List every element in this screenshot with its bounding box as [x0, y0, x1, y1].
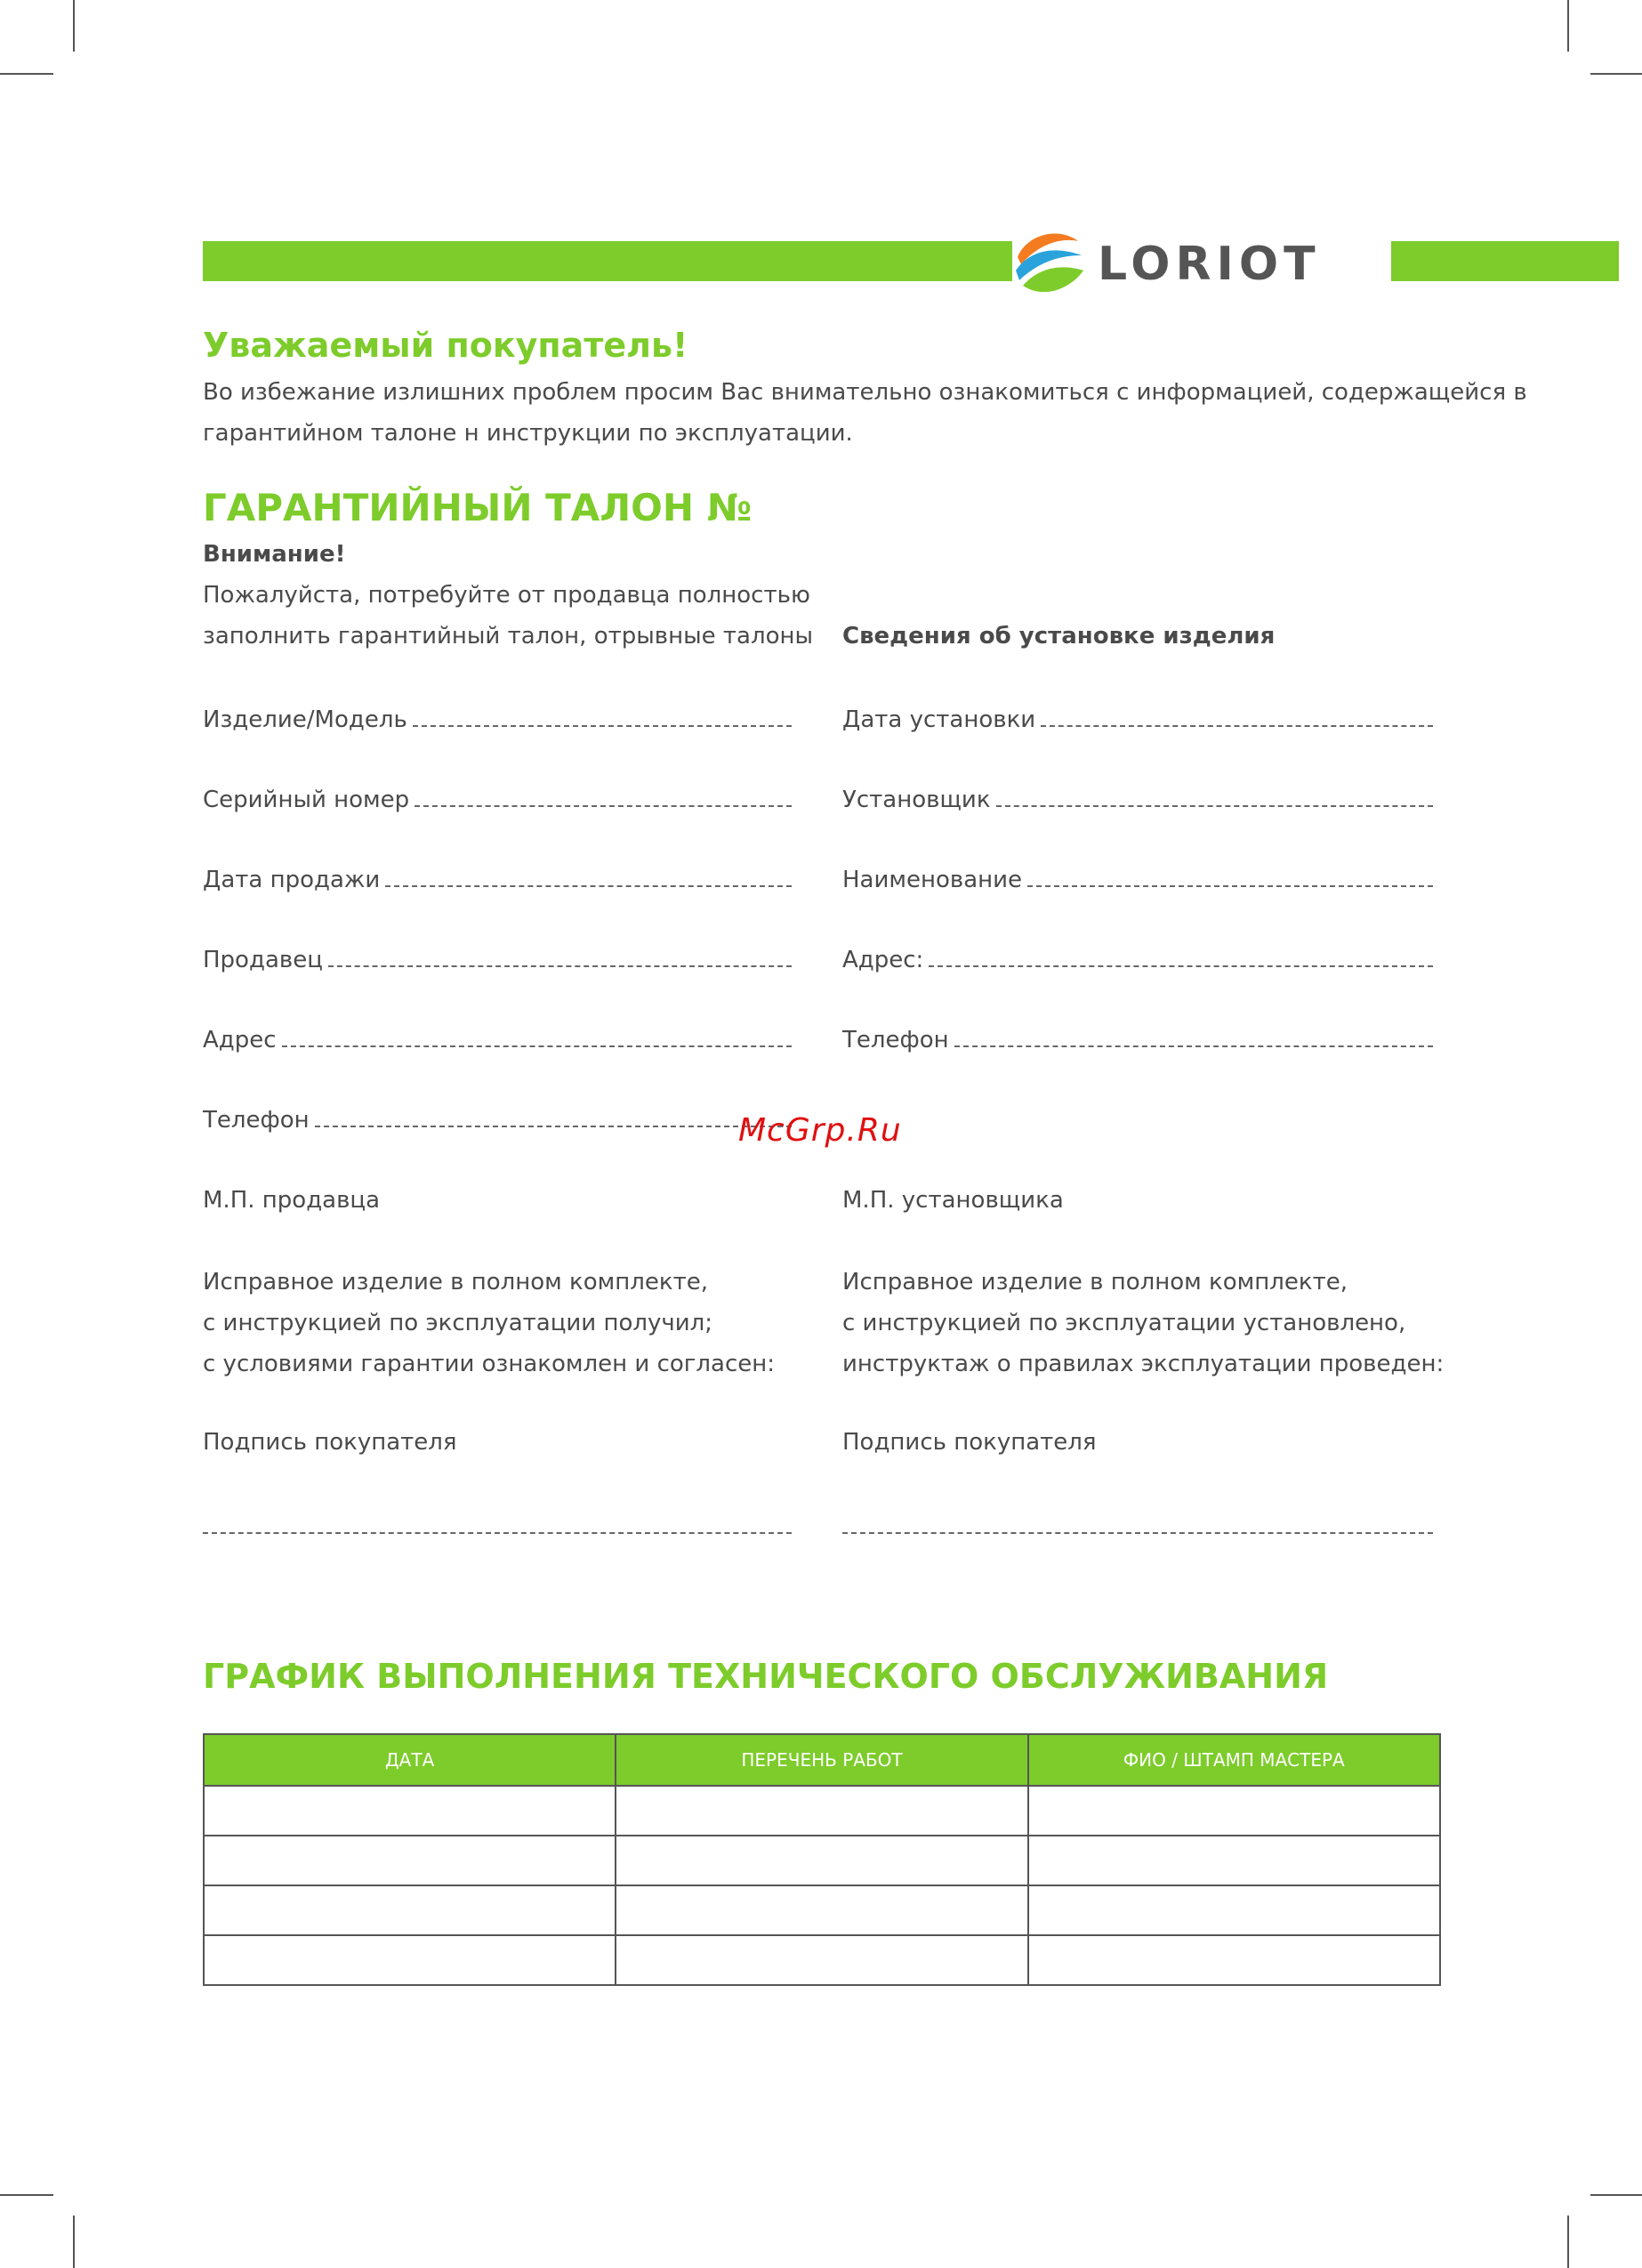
table-cell[interactable] [204, 1935, 616, 1985]
greeting-title: Уважаемый покупатель! [203, 326, 688, 365]
warranty-title: ГАРАНТИЙНЫЙ ТАЛОН № [203, 486, 753, 529]
field-label: Наименование [842, 867, 1023, 893]
schedule-title: ГРАФИК ВЫПОЛНЕНИЯ ТЕХНИЧЕСКОГО ОБСЛУЖИВАНИЯ [203, 1657, 1329, 1696]
schedule-table [203, 1733, 1441, 1986]
crop-mark [73, 0, 75, 52]
fill-line [385, 885, 792, 887]
fill-line [996, 805, 1433, 807]
field-label: Установщик [842, 787, 991, 813]
seal-seller: М.П. продавца [203, 1187, 381, 1214]
greeting-line-2: гарантийном талоне н инструкции по эксплуатации. [203, 420, 853, 447]
field-install-date[interactable] [842, 698, 1433, 733]
field-product-model[interactable] [203, 698, 792, 733]
field-label: Дата установки [842, 706, 1036, 733]
table-cell[interactable] [1028, 1786, 1440, 1836]
fill-line [1027, 885, 1433, 887]
confirm-right-line-1: Исправное изделие в полном комплекте, [842, 1269, 1348, 1295]
brand-wordmark: LORIOT [1098, 238, 1321, 291]
column-header-works: ПЕРЕЧЕНЬ РАБОТ [616, 1734, 1027, 1786]
crop-mark [1567, 2216, 1569, 2268]
field-sale-date[interactable] [203, 858, 792, 893]
table-cell[interactable] [616, 1836, 1027, 1885]
fill-line [315, 1126, 792, 1127]
table-cell[interactable] [1028, 1885, 1440, 1935]
table-cell[interactable] [1028, 1836, 1440, 1885]
greeting-line-1: Во избежание излишних проблем просим Вас внимательно ознакомиться с информацией, содержащейся в [203, 379, 1527, 406]
column-header-date: ДАТА [204, 1734, 616, 1786]
fill-line [328, 965, 792, 967]
crop-mark [1567, 0, 1569, 52]
table-cell[interactable] [204, 1885, 616, 1935]
field-label: Дата продажи [203, 867, 381, 893]
field-seller-phone[interactable] [203, 1098, 792, 1134]
column-header-master: ФИО / ШТАМП МАСТЕРА [1028, 1734, 1440, 1786]
signature-left-label: Подпись покупателя [203, 1429, 457, 1456]
install-section-title: Сведения об установке изделия [842, 623, 1276, 650]
table-cell[interactable] [616, 1935, 1027, 1985]
field-label: Продавец [203, 947, 323, 973]
table-cell[interactable] [616, 1885, 1027, 1935]
table-row [204, 1786, 1440, 1836]
seal-installer: М.П. установщика [842, 1187, 1064, 1214]
fill-line [415, 805, 792, 807]
field-installer-phone[interactable] [842, 1018, 1433, 1053]
field-label: Адрес: [842, 947, 924, 973]
crop-mark [73, 2216, 75, 2268]
field-label: Телефон [203, 1107, 310, 1134]
table-cell[interactable] [204, 1786, 616, 1836]
confirm-left-line-1: Исправное изделие в полном комплекте, [203, 1269, 708, 1295]
confirm-left-line-2: с инструкцией по эксплуатации получил; [203, 1310, 713, 1336]
attention-note-1: Пожалуйста, потребуйте от продавца полностью [203, 582, 810, 609]
table-cell[interactable] [1028, 1935, 1440, 1985]
field-label: Серийный номер [203, 787, 410, 813]
field-installer[interactable] [842, 778, 1433, 813]
field-seller[interactable] [203, 938, 792, 973]
field-serial-number[interactable] [203, 778, 792, 813]
field-seller-address[interactable] [203, 1018, 792, 1053]
fill-line [413, 725, 792, 727]
crop-mark [1590, 73, 1642, 75]
logo-swirl-icon [1009, 222, 1089, 302]
crop-mark [0, 73, 53, 75]
table-cell[interactable] [204, 1836, 616, 1885]
header-band-right [1391, 241, 1619, 281]
header-band-left [203, 241, 1012, 281]
confirm-right-line-3: инструктаж о правилах эксплуатации проведен: [842, 1351, 1445, 1377]
signature-right-label: Подпись покупателя [842, 1429, 1097, 1456]
field-label: Изделие/Модель [203, 706, 407, 733]
confirm-right-line-2: с инструкцией по эксплуатации установлено, [842, 1310, 1406, 1336]
table-row [204, 1885, 1440, 1935]
table-header-row [204, 1734, 1440, 1786]
watermark-text: McGrp.Ru [738, 1112, 902, 1149]
field-installer-name[interactable] [842, 858, 1433, 893]
fill-line [1041, 725, 1433, 727]
field-label: Адрес [203, 1027, 277, 1053]
field-installer-address[interactable] [842, 938, 1433, 973]
table-row [204, 1935, 1440, 1985]
fill-line [282, 1045, 792, 1047]
signature-left-line[interactable] [203, 1532, 792, 1534]
signature-right-line[interactable] [842, 1532, 1433, 1534]
table-row [204, 1836, 1440, 1885]
brand-logo [1009, 218, 1375, 303]
crop-mark [0, 2194, 53, 2196]
attention-label: Внимание! [203, 541, 346, 568]
fill-line [954, 1045, 1433, 1047]
fill-line [929, 965, 1433, 967]
attention-note-2: заполнить гарантийный талон, отрывные талоны [203, 623, 814, 650]
confirm-left-line-3: с условиями гарантии ознакомлен и согласен: [203, 1351, 776, 1377]
crop-mark [1590, 2194, 1642, 2196]
table-cell[interactable] [616, 1786, 1027, 1836]
field-label: Телефон [842, 1027, 949, 1053]
